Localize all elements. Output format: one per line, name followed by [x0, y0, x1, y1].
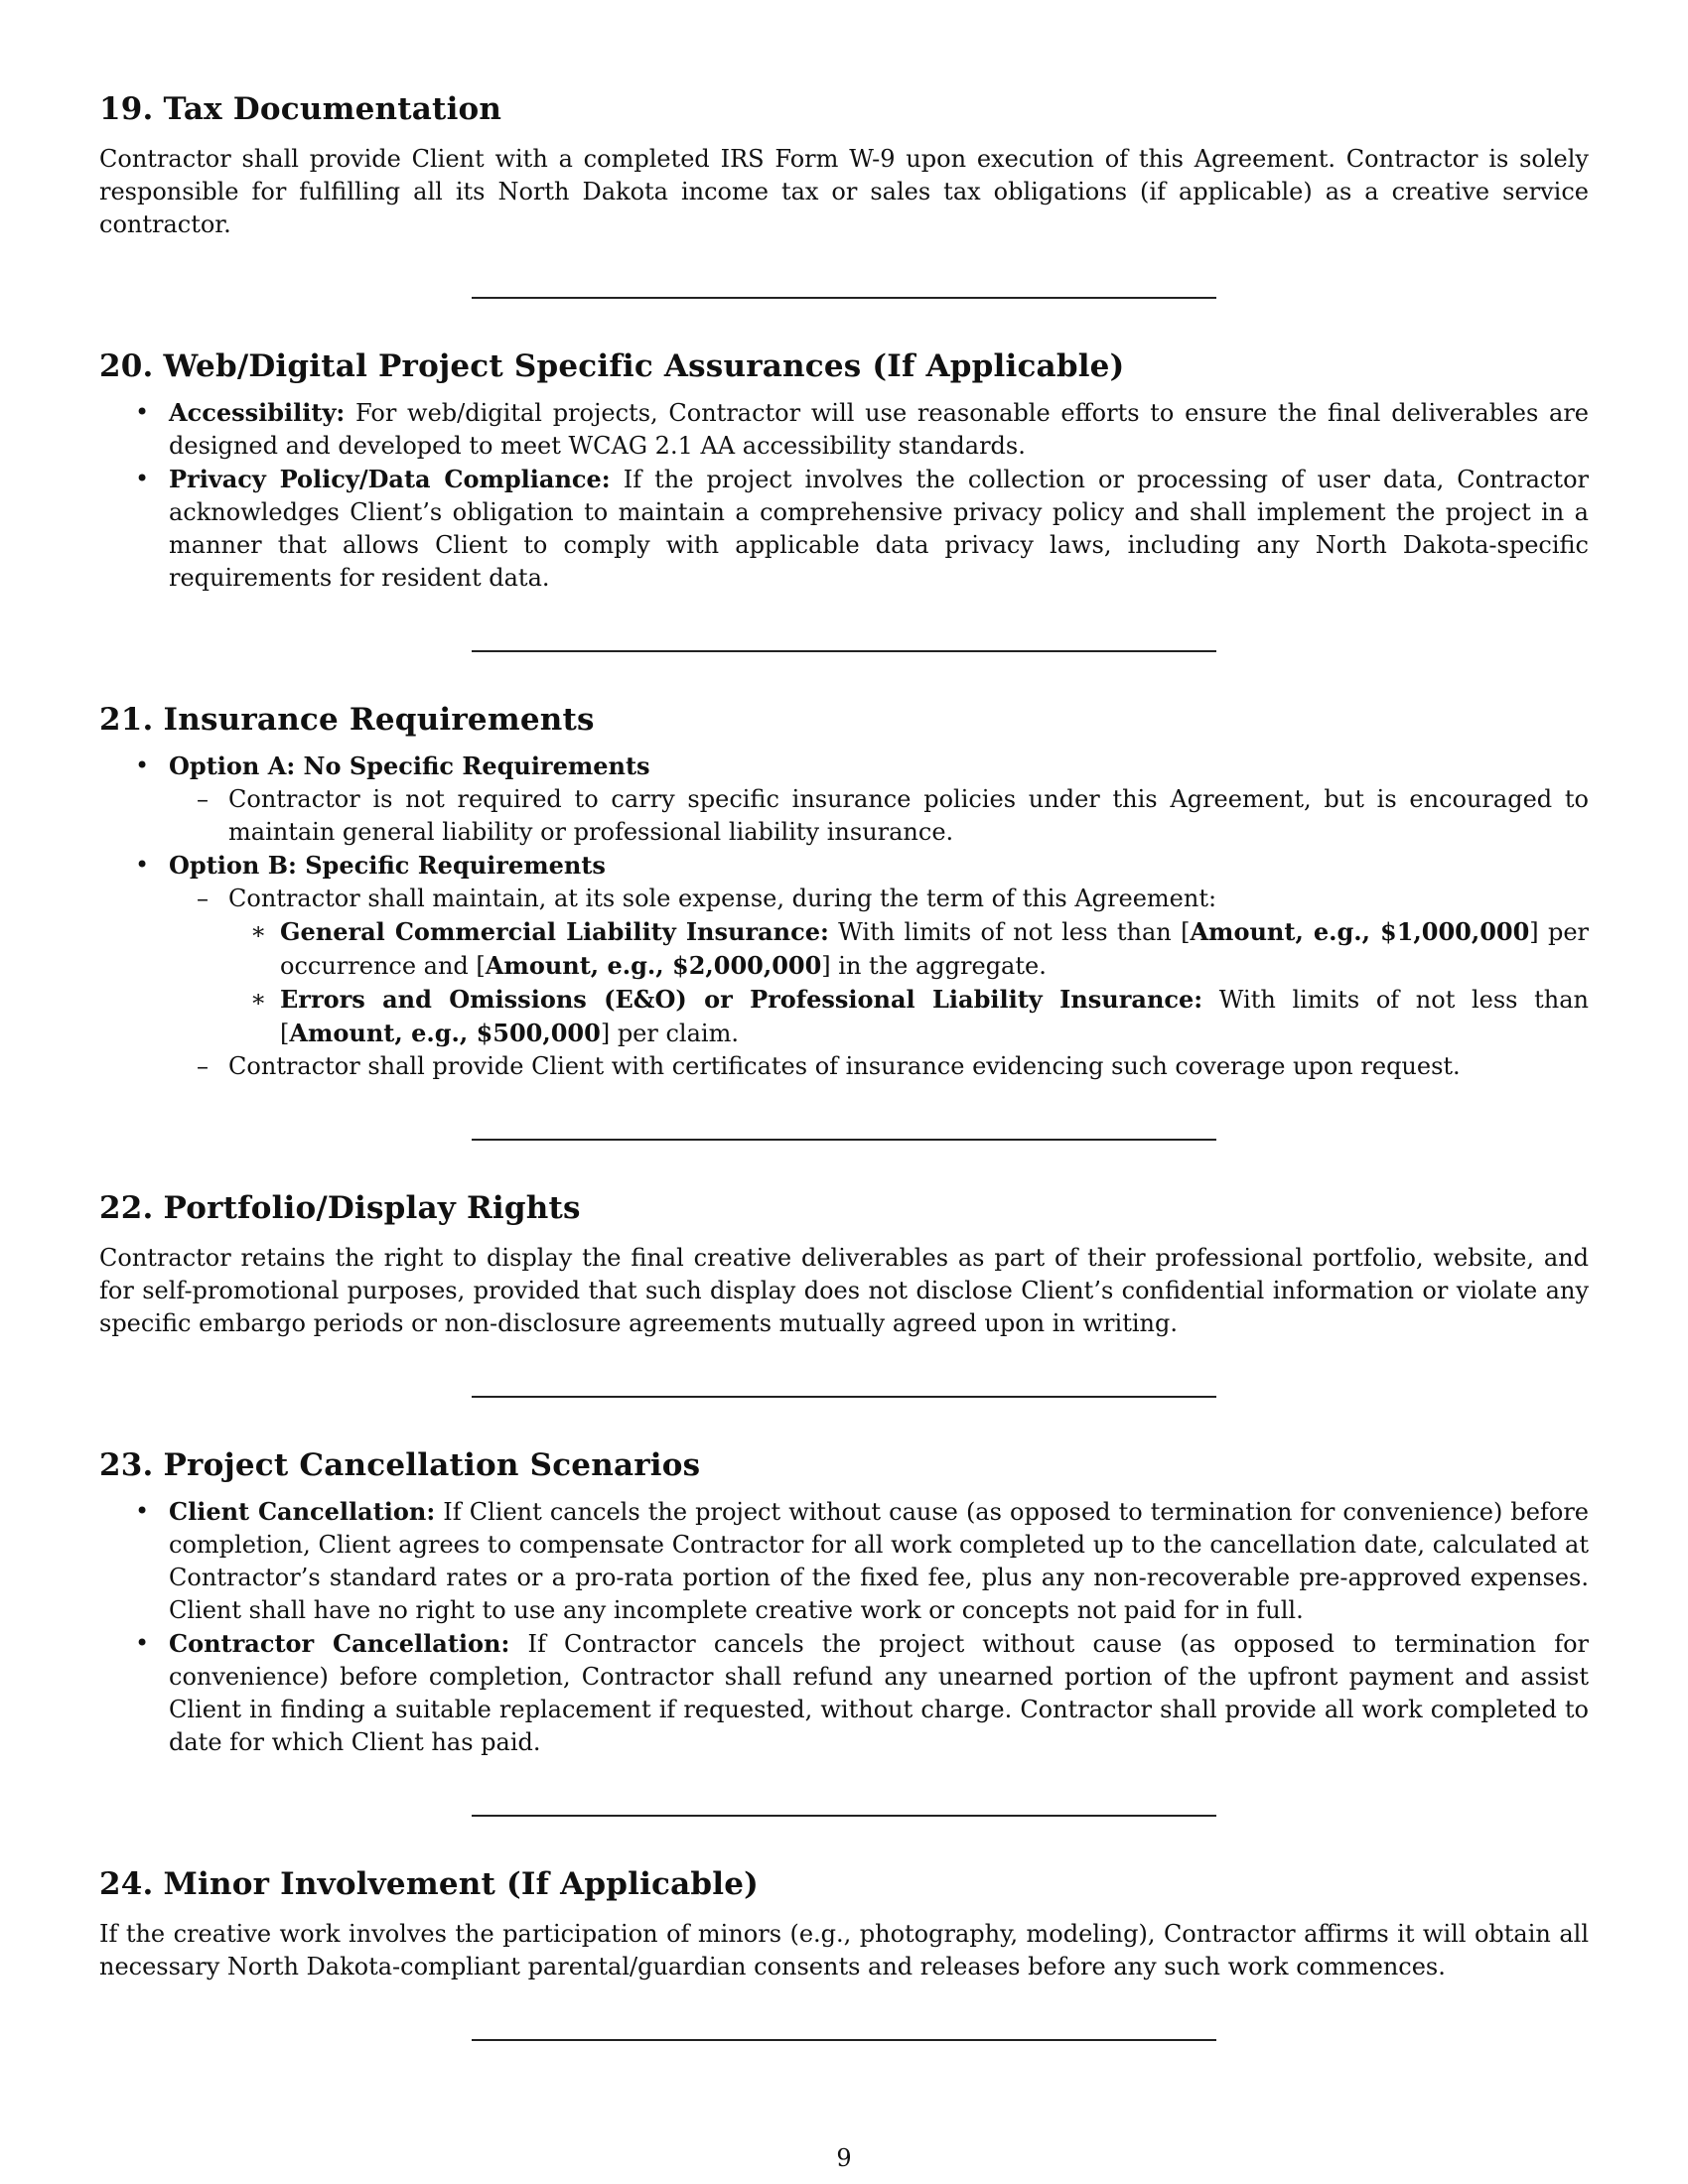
list-item: ∗ Errors and Omissions (E&O) or Professional Liability Insurance: With limits of not less than [Amount, e.g., $500,000] per claim. — [228, 983, 1589, 1050]
section-divider — [472, 1815, 1216, 1817]
bullet-list — [99, 396, 1589, 595]
list-item: ∗ General Commercial Liability Insurance: With limits of not less than [Amount, e.g., $1,000,000] per occurrence and [Amount, e.g., $2,000,000] in the aggregate. — [228, 915, 1589, 983]
list-item: • Accessibility: For web/digital projects, Contractor will use reasonable efforts to ensure the final deliverables are designed and developed to meet WCAG 2.1 AA accessibility standards. — [99, 396, 1589, 463]
section-heading: 22. Portfolio/Display Rights — [99, 1190, 581, 1226]
list-item: • Privacy Policy/Data Compliance: If the project involves the collection or processing of user data, Contractor acknowledges Client’s obligation to maintain a comprehensive privacy policy and shall implement the project in a manner that allows Client to comply with applicable data privacy laws, including any North Dakota-specific requirements for resident data. — [99, 463, 1589, 595]
section-divider — [472, 1396, 1216, 1398]
section-divider — [472, 2039, 1216, 2041]
list-item: • Option A: No Specific Requirements – Contractor is not required to carry specific insurance policies under this Agreement, but is encouraged to maintain general liability or professional liability insurance. — [99, 750, 1589, 849]
section-21 — [99, 702, 1589, 1083]
section-heading: 20. Web/Digital Project Specific Assurances (If Applicable) — [99, 348, 1125, 384]
section-body: Contractor retains the right to display the final creative deliverables as part of their professional portfolio, website, and for self-promotional purposes, provided that such display does not disclose Client’s confidential information or violate any specific embargo periods or non-disclosure agreements mutually agreed upon in writing. — [99, 1244, 1589, 1337]
section-body: Contractor shall provide Client with a completed IRS Form W-9 upon execution of this Agreement. Contractor is solely responsible for fulfilling all its North Dakota income tax or sales tax obligations (if applicable) as a creative service contractor. — [99, 145, 1589, 238]
page-number: 9 — [836, 2144, 852, 2172]
section-23 — [99, 1447, 1589, 1759]
bullet-list — [99, 1495, 1589, 1759]
list-item: • Option B: Specific Requirements – Contractor shall maintain, at its sole expense, during the term of this Agreement: ∗ General Commercial Liability Insurance: With limits of not less than [Amount, e.g., $1,000,000] per occurrence and [Amount, e.g., $2,000,000] in the aggregate. ∗ Errors and Omissions (E&O) or Professional Liability Insurance: With limits of not less than [Amount, e.g., $500,000] per claim. – Contractor shall provide Client with certificates of insurance evidencing such coverage upon request. — [99, 849, 1589, 1083]
document-page — [99, 91, 1589, 2091]
list-item: – Contractor is not required to carry specific insurance policies under this Agreement, but is encouraged to maintain general liability or professional liability insurance. — [169, 783, 1589, 849]
list-item: • Contractor Cancellation: If Contractor cancels the project without cause (as opposed to termination for convenience) before completion, Contractor shall refund any unearned portion of the upfront payment and assist Client in finding a suitable replacement if requested, without charge. Contractor shall provide all work completed to date for which Client has paid. — [99, 1627, 1589, 1759]
list-item: • Client Cancellation: If Client cancels the project without cause (as opposed to termination for convenience) before completion, Client agrees to compensate Contractor for all work completed up to the cancellation date, calculated at Contractor’s standard rates or a pro-rata portion of the fixed fee, plus any non-recoverable pre-approved expenses. Client shall have no right to use any incomplete creative work or concepts not paid for in full. — [99, 1495, 1589, 1627]
sub-list — [169, 883, 1589, 1083]
section-heading: 19. Tax Documentation — [99, 91, 502, 127]
sub-list — [169, 783, 1589, 849]
section-20 — [99, 348, 1589, 595]
section-divider — [472, 297, 1216, 299]
section-heading: 24. Minor Involvement (If Applicable) — [99, 1866, 760, 1902]
section-body: If the creative work involves the participation of minors (e.g., photography, modeling), Contractor affirms it will obtain all necessary North Dakota-compliant parental/guardian consents and releases before any such work commences. — [99, 1920, 1589, 1980]
list-item: – Contractor shall provide Client with certificates of insurance evidencing such coverage upon request. — [169, 1050, 1589, 1083]
section-24 — [99, 1866, 1589, 1983]
section-divider — [472, 650, 1216, 652]
bullet-list — [99, 750, 1589, 1083]
section-heading: 21. Insurance Requirements — [99, 702, 595, 738]
section-heading: 23. Project Cancellation Scenarios — [99, 1447, 701, 1483]
section-divider — [472, 1139, 1216, 1141]
section-22 — [99, 1190, 1589, 1340]
sub-sub-list — [228, 915, 1589, 1050]
section-19 — [99, 91, 1589, 241]
list-item: – Contractor shall maintain, at its sole expense, during the term of this Agreement: ∗ General Commercial Liability Insurance: With limits of not less than [Amount, e.g., $1,000,000] per occurrence and [Amount, e.g., $2,000,000] in the aggregate. ∗ Errors and Omissions (E&O) or Professional Liability Insurance: With limits of not less than [Amount, e.g., $500,000] per claim. — [169, 883, 1589, 1050]
